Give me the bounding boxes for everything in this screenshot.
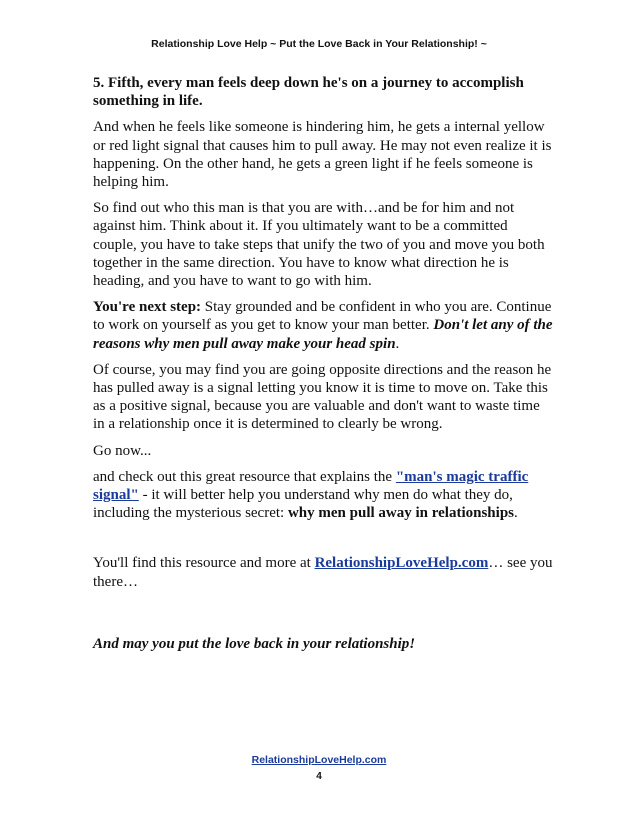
resource-end: . <box>514 505 518 522</box>
next-step-label: You're next step: <box>93 299 202 316</box>
resource-text-1: and check out this great resource that explains the <box>93 468 396 485</box>
page-header: Relationship Love Help ~ Put the Love Back in Your Relationship! ~ <box>151 38 487 50</box>
next-step-emphasis: Don't let any of the reasons why men pull away make your head spin <box>93 317 553 352</box>
paragraph-go-now: Go now... <box>93 442 152 459</box>
section-heading: 5. Fifth, every man feels deep down he's on a journey to accomplish something in life. <box>93 75 524 110</box>
closing-text: And may you put the love back in your relationship! <box>93 635 416 652</box>
footer-site-link[interactable]: RelationshipLoveHelp.com <box>251 754 387 766</box>
find-resource-text-2: … see you there… <box>93 555 553 590</box>
next-step-end: . <box>395 335 400 352</box>
next-step-text: Stay grounded and be confident in who you are. Continue to work on yourself as you get to know your man better. <box>93 299 552 334</box>
page-body <box>93 74 553 661</box>
paragraph-opposite-directions: Of course, you may find you are going opposite directions and the reason he has pulled away is a signal letting you know it is time to move on. Take this as a positive signal, because you are valuable and don't want to waste time in a relationship once it is determined to clearly be wrong. <box>93 361 552 433</box>
paragraph-resource <box>93 468 553 523</box>
paragraph-find-resource <box>93 554 553 590</box>
closing-line <box>93 635 553 653</box>
resource-text-2: - it will better help you understand why men do what they do, including the mysterious secret: <box>93 487 513 522</box>
paragraph-signal: And when he feels like someone is hindering him, he gets a internal yellow or red light signal that causes him to pull away. He may not even realize it is happening. On the other hand, he gets a green light if he feels someone is helping him. <box>93 119 552 191</box>
paragraph-find-out: So find out who this man is that you are with…and be for him and not against him. Think about it. If you ultimately want to be a committed couple, you have to take steps that unify the two of you and move you both together in the same direction. You have to know what direction he is heading, and you have to want to go with him. <box>93 200 545 290</box>
traffic-signal-link[interactable]: "man's magic traffic signal" <box>93 468 529 504</box>
page-number: 4 <box>316 771 322 782</box>
site-link[interactable]: RelationshipLoveHelp.com <box>314 555 489 572</box>
find-resource-text-1: You'll find this resource and more at <box>93 555 315 572</box>
paragraph-next-step <box>93 298 553 353</box>
resource-bold-secret: why men pull away in relationships <box>287 505 514 522</box>
